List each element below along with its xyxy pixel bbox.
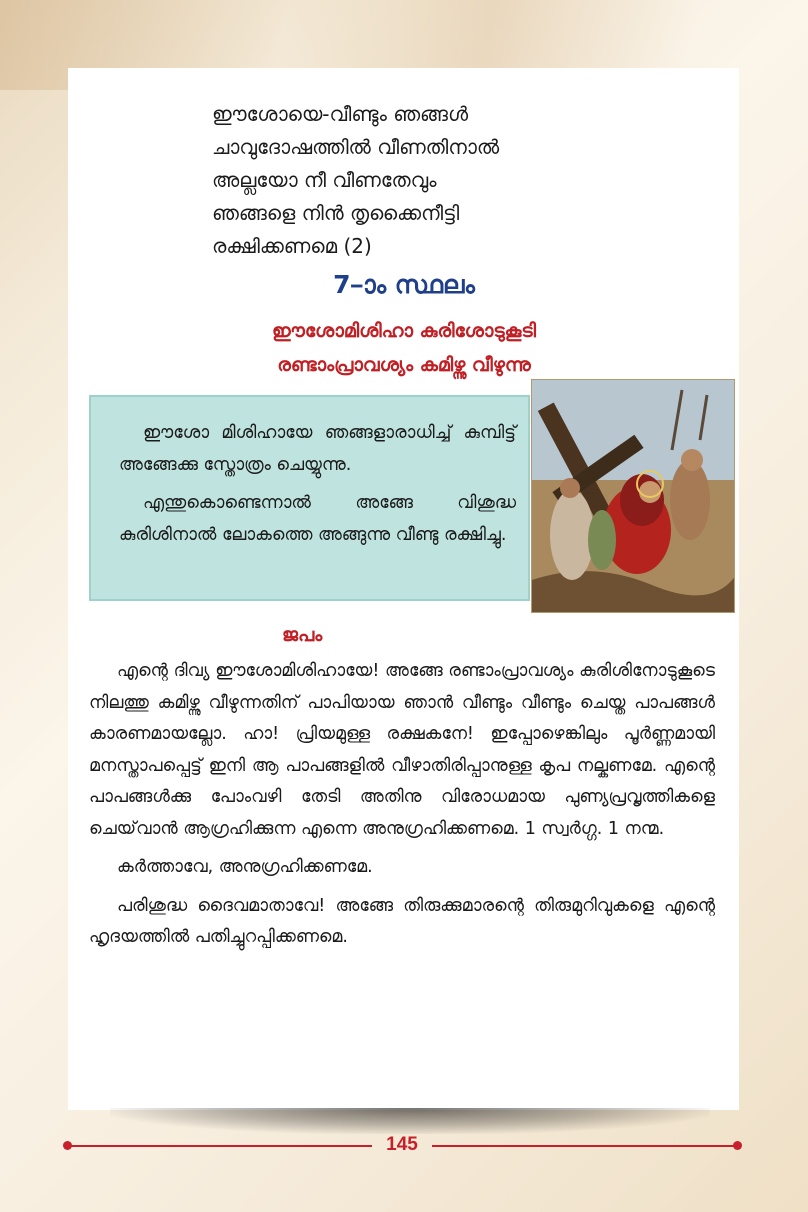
adoration-paragraph: എന്തുകൊണ്ടെന്നാൽ അങ്ങേ വിശുദ്ധ കുരിശിനാൽ ലോകത്തെ അങ്ങുന്നു വീണ്ടു രക്ഷിച്ചു. bbox=[119, 493, 516, 545]
footer-right-rule bbox=[432, 1145, 736, 1147]
station-subtitle bbox=[0, 314, 808, 382]
verse-line: രക്ഷിക്കണമെ (2) bbox=[212, 234, 372, 258]
footer-left-rule bbox=[70, 1145, 372, 1147]
prayer-paragraph: പരിശുദ്ധ ദൈവമാതാവേ! അങ്ങേ തിരുക്കുമാരന്റെ തിരുമുറിവുകളെ എന്റെ ഹൃദയത്തിൽ പതിച്ചുറപ്പിക്കണമെ. bbox=[89, 895, 715, 947]
adoration-box bbox=[89, 395, 530, 601]
footer-right-dot bbox=[733, 1141, 742, 1150]
prayer-paragraph: എന്റെ ദിവ്യ ഈശോമിശിഹായേ! അങ്ങേ രണ്ടാംപ്രാവശ്യം കുരിശിനോടുകൂടെ നിലത്തു കമിഴ്ന്നു വീഴുന്നതിന് പാപിയായ ഞാൻ വീണ്ടും വീണ്ടും ചെയ്ത പാപങ്ങൾ കാരണമായല്ലോ. ഹാ! പ്രിയമുള്ള രക്ഷകനേ! ഇപ്പോഴെങ്കിലും പൂർണ്ണമായി മനസ്താപപ്പെട്ട് ഇനി ആ പാപങ്ങളിൽ വീഴാതിരിപ്പാനുള്ള കൃപ നല്കണമേ. എന്റെ പാപങ്ങൾക്കു പോംവഴി തേടി അതിനു വിരോധമായ പുണ്യപ്രവൃത്തികളെ ചെയ്‌വാൻ ആഗ്രഹിക്കുന്ന എന്നെ അനുഗ്രഹിക്കണമെ. 1 സ്വർഗ്ഗ. 1 നന്മ. bbox=[89, 661, 715, 839]
prayer-text bbox=[89, 656, 715, 961]
jesus-falls-painting-image bbox=[532, 380, 735, 613]
verse-line: അല്ലയോ നീ വീണതേവും bbox=[212, 168, 437, 192]
verse-line: ഞങ്ങളെ നിൻ തൃക്കൈനീട്ടി bbox=[212, 201, 460, 225]
prayer-paragraph: കർത്താവേ, അനുഗ്രഹിക്കണമേ. bbox=[117, 857, 373, 877]
page-shadow bbox=[110, 1108, 710, 1134]
verse-line: ഈശോയെ-വീണ്ടും ഞങ്ങൾ bbox=[212, 102, 469, 126]
page-number: 145 bbox=[386, 1134, 418, 1155]
station-painting bbox=[531, 379, 735, 613]
station-subtitle-line: രണ്ടാംപ്രാവശ്യം കമിഴ്ന്നു വീഴുന്നു bbox=[277, 354, 531, 376]
verse-line: ചാവുദോഷത്തിൽ വീണതിനാൽ bbox=[212, 135, 500, 159]
prayer-heading: ജപം bbox=[282, 624, 323, 646]
hymn-verse bbox=[212, 98, 632, 263]
adoration-paragraph: ഈശോ മിശിഹായേ ഞങ്ങളാരാധിച്ച് കുമ്പിട്ട് അങ്ങേക്കു സ്തോത്രം ചെയ്യുന്നു. bbox=[119, 423, 516, 475]
station-subtitle-line: ഈശോമിശിഹാ കുരിശോടുകൂടി bbox=[272, 320, 536, 342]
station-title: 7–ാം സ്ഥലം bbox=[333, 270, 475, 299]
